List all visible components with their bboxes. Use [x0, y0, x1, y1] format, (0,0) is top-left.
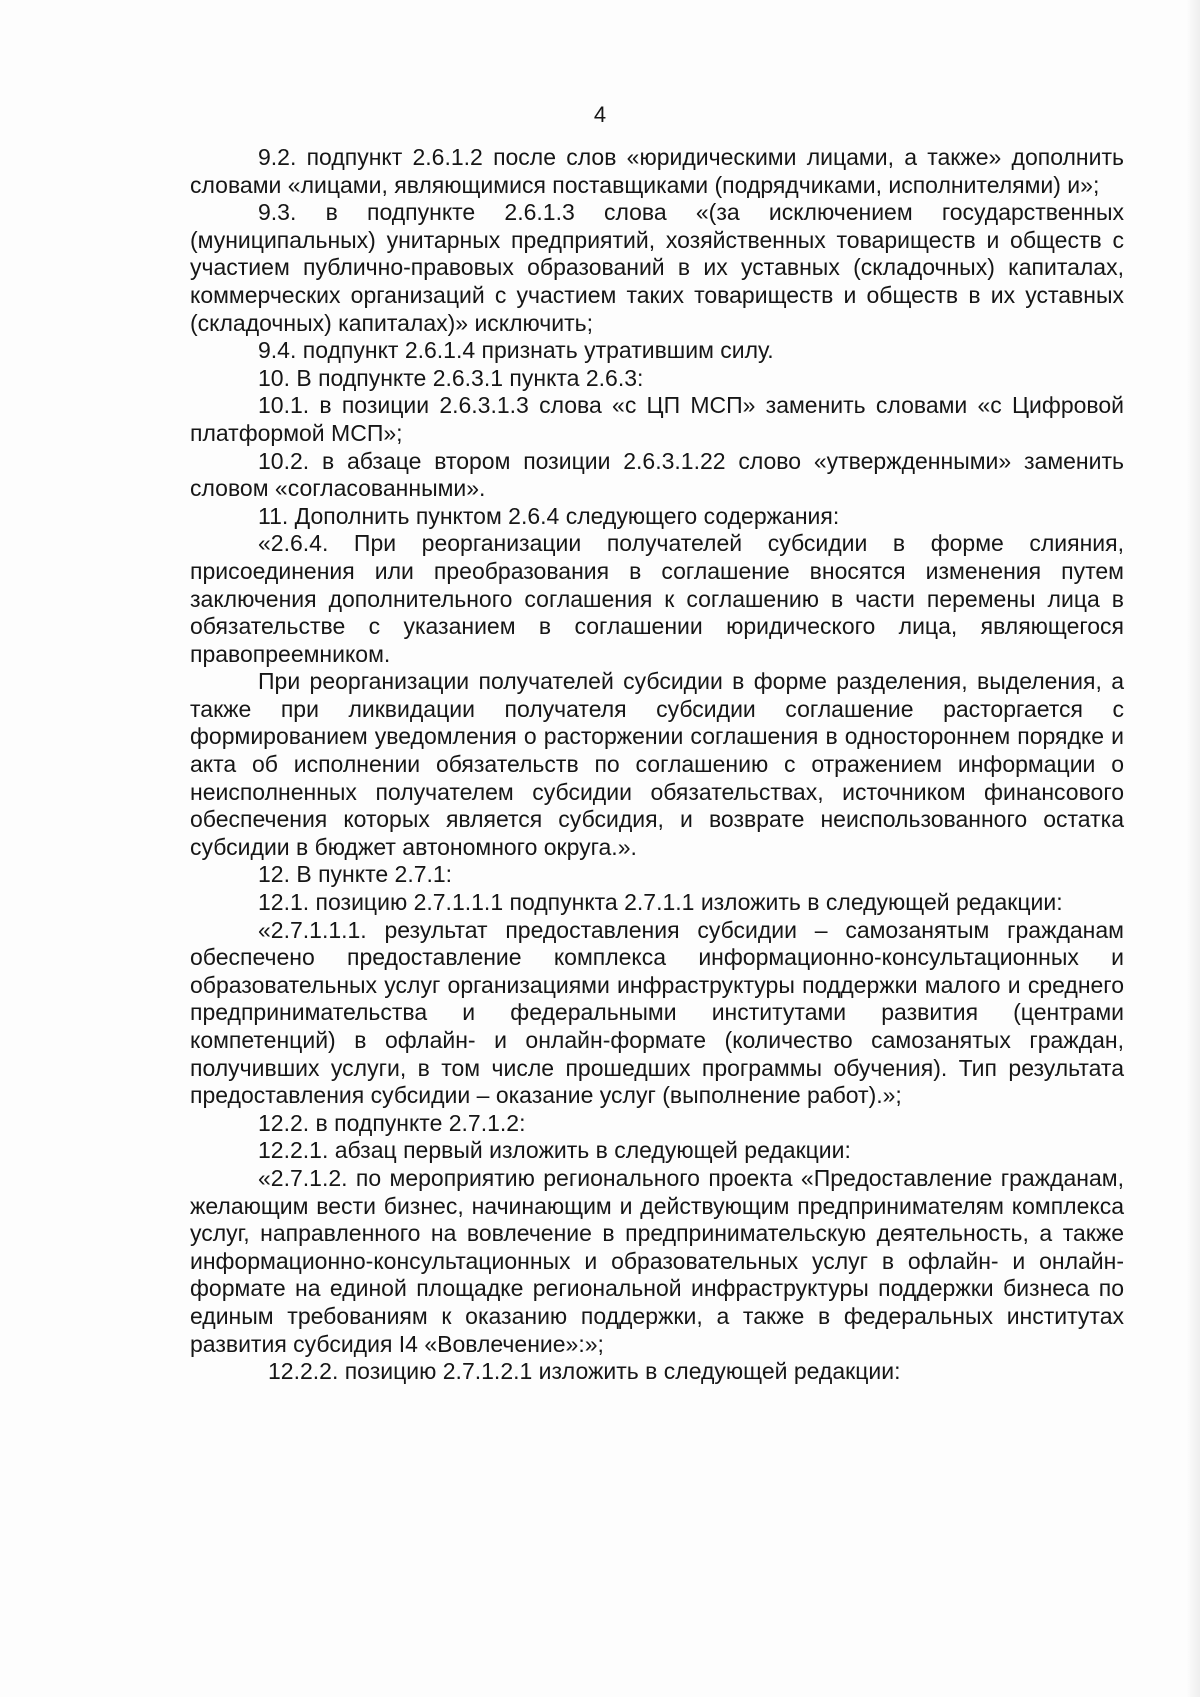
- paragraph-2-7-1-1-1: «2.7.1.1.1. результат предоставления субсидии – самозанятым гражданам обеспечено предоставление комплекса информационно-консультационных и образовательных услуг организациями инфраструктуры поддержки малого и среднего предпринимательства и федеральными институтами развития (центрами компетенций) в офлайн- и онлайн-формате (количество самозанятых граждан, получивших услуги, в том числе прошедших программы обучения). Тип результата предоставления субсидии – оказание услуг (выполнение работ).»;: [190, 916, 1124, 1109]
- paragraph-12-2-2: 12.2.2. позицию 2.7.1.2.1 изложить в следующей редакции:: [268, 1358, 901, 1385]
- paragraph-9-2: 9.2. подпункт 2.6.1.2 после слов «юридическими лицами, а также» дополнить словами «лицами, являющимися поставщиками (подрядчиками, исполнителями) и»;: [190, 144, 1124, 198]
- paragraph-reorganization: При реорганизации получателей субсидии в форме разделения, выделения, а также при ликвидации получателя субсидии соглашение расторгается с формированием уведомления о расторжении соглашения в одностороннем порядке и акта об исполнении обязательств по соглашению с отражением информации о неисполненных получателем субсидии обязательствах, источником финансового обеспечения которых является субсидия, и возврате неиспользованного остатка субсидии в бюджет автономного округа.».: [190, 668, 1124, 860]
- paragraph-12: 12. В пункте 2.7.1:: [258, 861, 453, 888]
- document-body: [190, 144, 1124, 1386]
- page-number: 4: [593, 102, 607, 127]
- paragraph-9-4: 9.4. подпункт 2.6.1.4 признать утратившим силу.: [258, 337, 774, 364]
- paragraph-10-2: 10.2. в абзаце втором позиции 2.6.3.1.22 слово «утвержденными» заменить словом «согласованными».: [190, 447, 1124, 502]
- paragraph-11: 11. Дополнить пунктом 2.6.4 следующего содержания:: [258, 502, 840, 529]
- paragraph-10-1: 10.1. в позиции 2.6.3.1.3 слова «с ЦП МСП» заменить словами «с Цифровой платформой МСП»;: [190, 392, 1124, 446]
- paragraph-10: 10. В подпункте 2.6.3.1 пункта 2.6.3:: [258, 364, 644, 391]
- paragraph-12-2-1: 12.2.1. абзац первый изложить в следующей редакции:: [258, 1137, 851, 1164]
- paragraph-2-6-4: «2.6.4. При реорганизации получателей субсидии в форме слияния, присоединения или преобразования в соглашение вносятся изменения путем заключения дополнительного соглашения к соглашению в части перемены лица в обязательстве с указанием в соглашении юридического лица, являющегося правопреемником.: [190, 530, 1124, 667]
- paragraph-12-2: 12.2. в подпункте 2.7.1.2:: [258, 1109, 526, 1136]
- paragraph-12-1: 12.1. позицию 2.7.1.1.1 подпункта 2.7.1.1 изложить в следующей редакции:: [258, 889, 1063, 916]
- paragraph-2-7-1-2: «2.7.1.2. по мероприятию регионального проекта «Предоставление гражданам, желающим вести бизнес, начинающим и действующим предпринимателям комплекса услуг, направленного на вовлечение в предпринимательскую деятельность, а также информационно-консультационных и образовательных услуг в офлайн- и онлайн-формате на единой площадке региональной инфраструктуры поддержки бизнеса по единым требованиям к оказанию поддержки, а также в федеральных институтах развития субсидия I4 «Вовлечение»:»;: [190, 1164, 1124, 1357]
- paragraph-9-3: 9.3. в подпункте 2.6.1.3 слова «(за исключением государственных (муниципальных) унитарных предприятий, хозяйственных товариществ и обществ с участием публично-правовых образований в их уставных (складочных) капиталах, коммерческих организаций с участием таких товариществ и обществ в их уставных (складочных) капиталах)» исключить;: [190, 199, 1124, 336]
- scan-edge-shadow: [1186, 0, 1200, 1697]
